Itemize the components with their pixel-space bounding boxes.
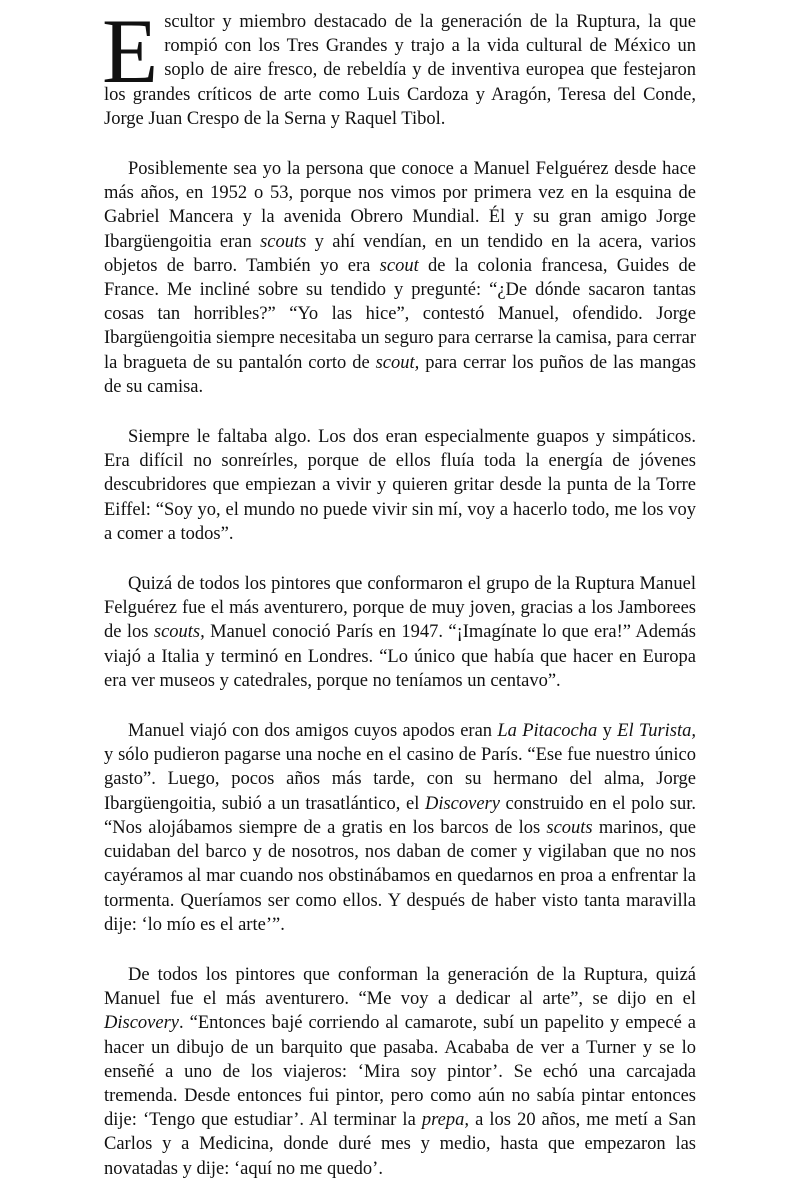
text-segment: Manuel viajó con dos amigos cuyos apodos eran	[128, 721, 498, 742]
text-segment: Posiblemente sea yo la persona que conoce a Manuel Felguérez desde hace más años, en 1952 o 53, porque nos vimos por primera vez en la esquina de Gabriel Mancera y la avenida Obrero Mundial. Él y su gran amigo Jorge Ibargüengoitia eran	[104, 159, 696, 252]
paragraph-1	[102, 0, 696, 131]
italic-term: scouts	[546, 817, 593, 838]
paragraph-4	[104, 572, 696, 693]
text-segment: . “Entonces bajé corriendo al camarote, subí un papelito y empecé a hacer un dibujo de un barquito que pasaba. Acababa de ver a Turner y se lo enseñé a uno de los viajeros: ‘Mira soy pintor’. Se echó una carcajada tremenda. Desde entonces fui pintor, pero como aún no sabía pintar entonces dije: ‘Tengo que estudiar’. Al terminar la	[104, 1013, 696, 1131]
text-segment: y ahí vendían, en un tendido en la acera, varios objetos de barro. También yo era	[104, 231, 696, 276]
text-segment: a los 20 años, me metí a San Carlos y a Medicina, donde duré mes y medio, hasta que empezaron las novatadas y dije: ‘aquí no me quedo’.	[104, 1110, 696, 1179]
paragraph-2	[104, 157, 696, 399]
paragraph-3	[104, 425, 696, 546]
text-segment: scultor y miembro destacado de la generación de la Ruptura, la que rompió con los Tres Grandes y trajo a la vida cultural de México un soplo de aire fresco, de rebeldía y de inventiva europea que festejaron los grandes críticos de arte como Luis Cardoza y Aragón, Teresa del Conde, Jorge Juan Crespo de la Serna y Raquel Tibol.	[104, 12, 696, 129]
italic-term: scout	[379, 255, 419, 276]
text-segment: De todos los pintores que conforman la generación de la Ruptura, quizá Manuel fue el más aventurero. “Me voy a dedicar al arte”, se dijo en el	[104, 964, 696, 1010]
italic-term: Discovery	[424, 793, 500, 814]
text-segment: marinos, que cuidaban del barco y de nosotros, nos daban de comer y vigilaban que no nos cayéramos al mar cuando nos obstinábamos en quedarnos en proa a enfrentar la tormenta. Queríamos ser como ellos. Y después de haber visto tanta maravilla dije: ‘lo mío es el arte’”.	[104, 817, 696, 935]
text-segment: de la colonia francesa, Guides de France. Me incliné sobre su tendido y pregunté: “¿De dónde sacaron tantas cosas tan horribles?” “Yo las hice”, contestó Manuel, ofendido. Jorge Ibargüengoitia siempre necesitaba un seguro para cerrarse la camisa, para cerrar la bragueta de su pantalón corto de	[104, 255, 696, 373]
italic-term: Discovery	[104, 1013, 179, 1034]
text-segment: y sólo pudieron pagarse una noche en el casino de París. “Ese fue nuestro único gasto”. Luego, pocos años más tarde, con su hermano del alma, Jorge Ibargüengoitia, subió a un trasatlántico, el	[104, 745, 696, 814]
paragraph-6	[104, 963, 696, 1181]
text-segment: Quizá de todos los pintores que conformaron el grupo de la Ruptura Manuel Felguérez fue el más aventurero, porque de muy joven, gracias a los Jamborees de los	[104, 574, 696, 643]
italic-term: scouts	[260, 231, 307, 252]
text-segment: Manuel conoció París en 1947. “¡Imagínate lo que era!” Además viajó a Italia y terminó en Londres. “Lo único que había que hacer en Europa era ver museos y catedrales, porque no teníamos un centavo”.	[104, 622, 696, 691]
text-segment: Siempre le faltaba algo. Los dos eran especialmente guapos y simpáticos. Era difícil no sonreírles, porque de ellos fluía toda la energía de jóvenes descubridores que empiezan a vivir y quieren gritar desde la punta de la Torre Eiffel: “Soy yo, el mundo no puede vivir sin mí, voy a hacerlo todo, me los voy a comer a todos”.	[104, 427, 696, 544]
text-segment: para cerrar los puños de las mangas de su camisa.	[104, 352, 697, 397]
drop-cap-letter: E	[102, 0, 159, 102]
italic-term: prepa,	[421, 1110, 469, 1131]
italic-term: scouts,	[153, 622, 205, 643]
text-segment: construido en el polo sur. “Nos alojábamos siempre de a gratis en los barcos de los	[104, 793, 696, 838]
paragraph-5	[104, 719, 696, 937]
italic-term: scout,	[375, 352, 420, 373]
text-segment: y	[597, 721, 618, 742]
italic-term: El Turista,	[617, 721, 696, 742]
italic-term: La Pitacocha	[497, 721, 598, 742]
